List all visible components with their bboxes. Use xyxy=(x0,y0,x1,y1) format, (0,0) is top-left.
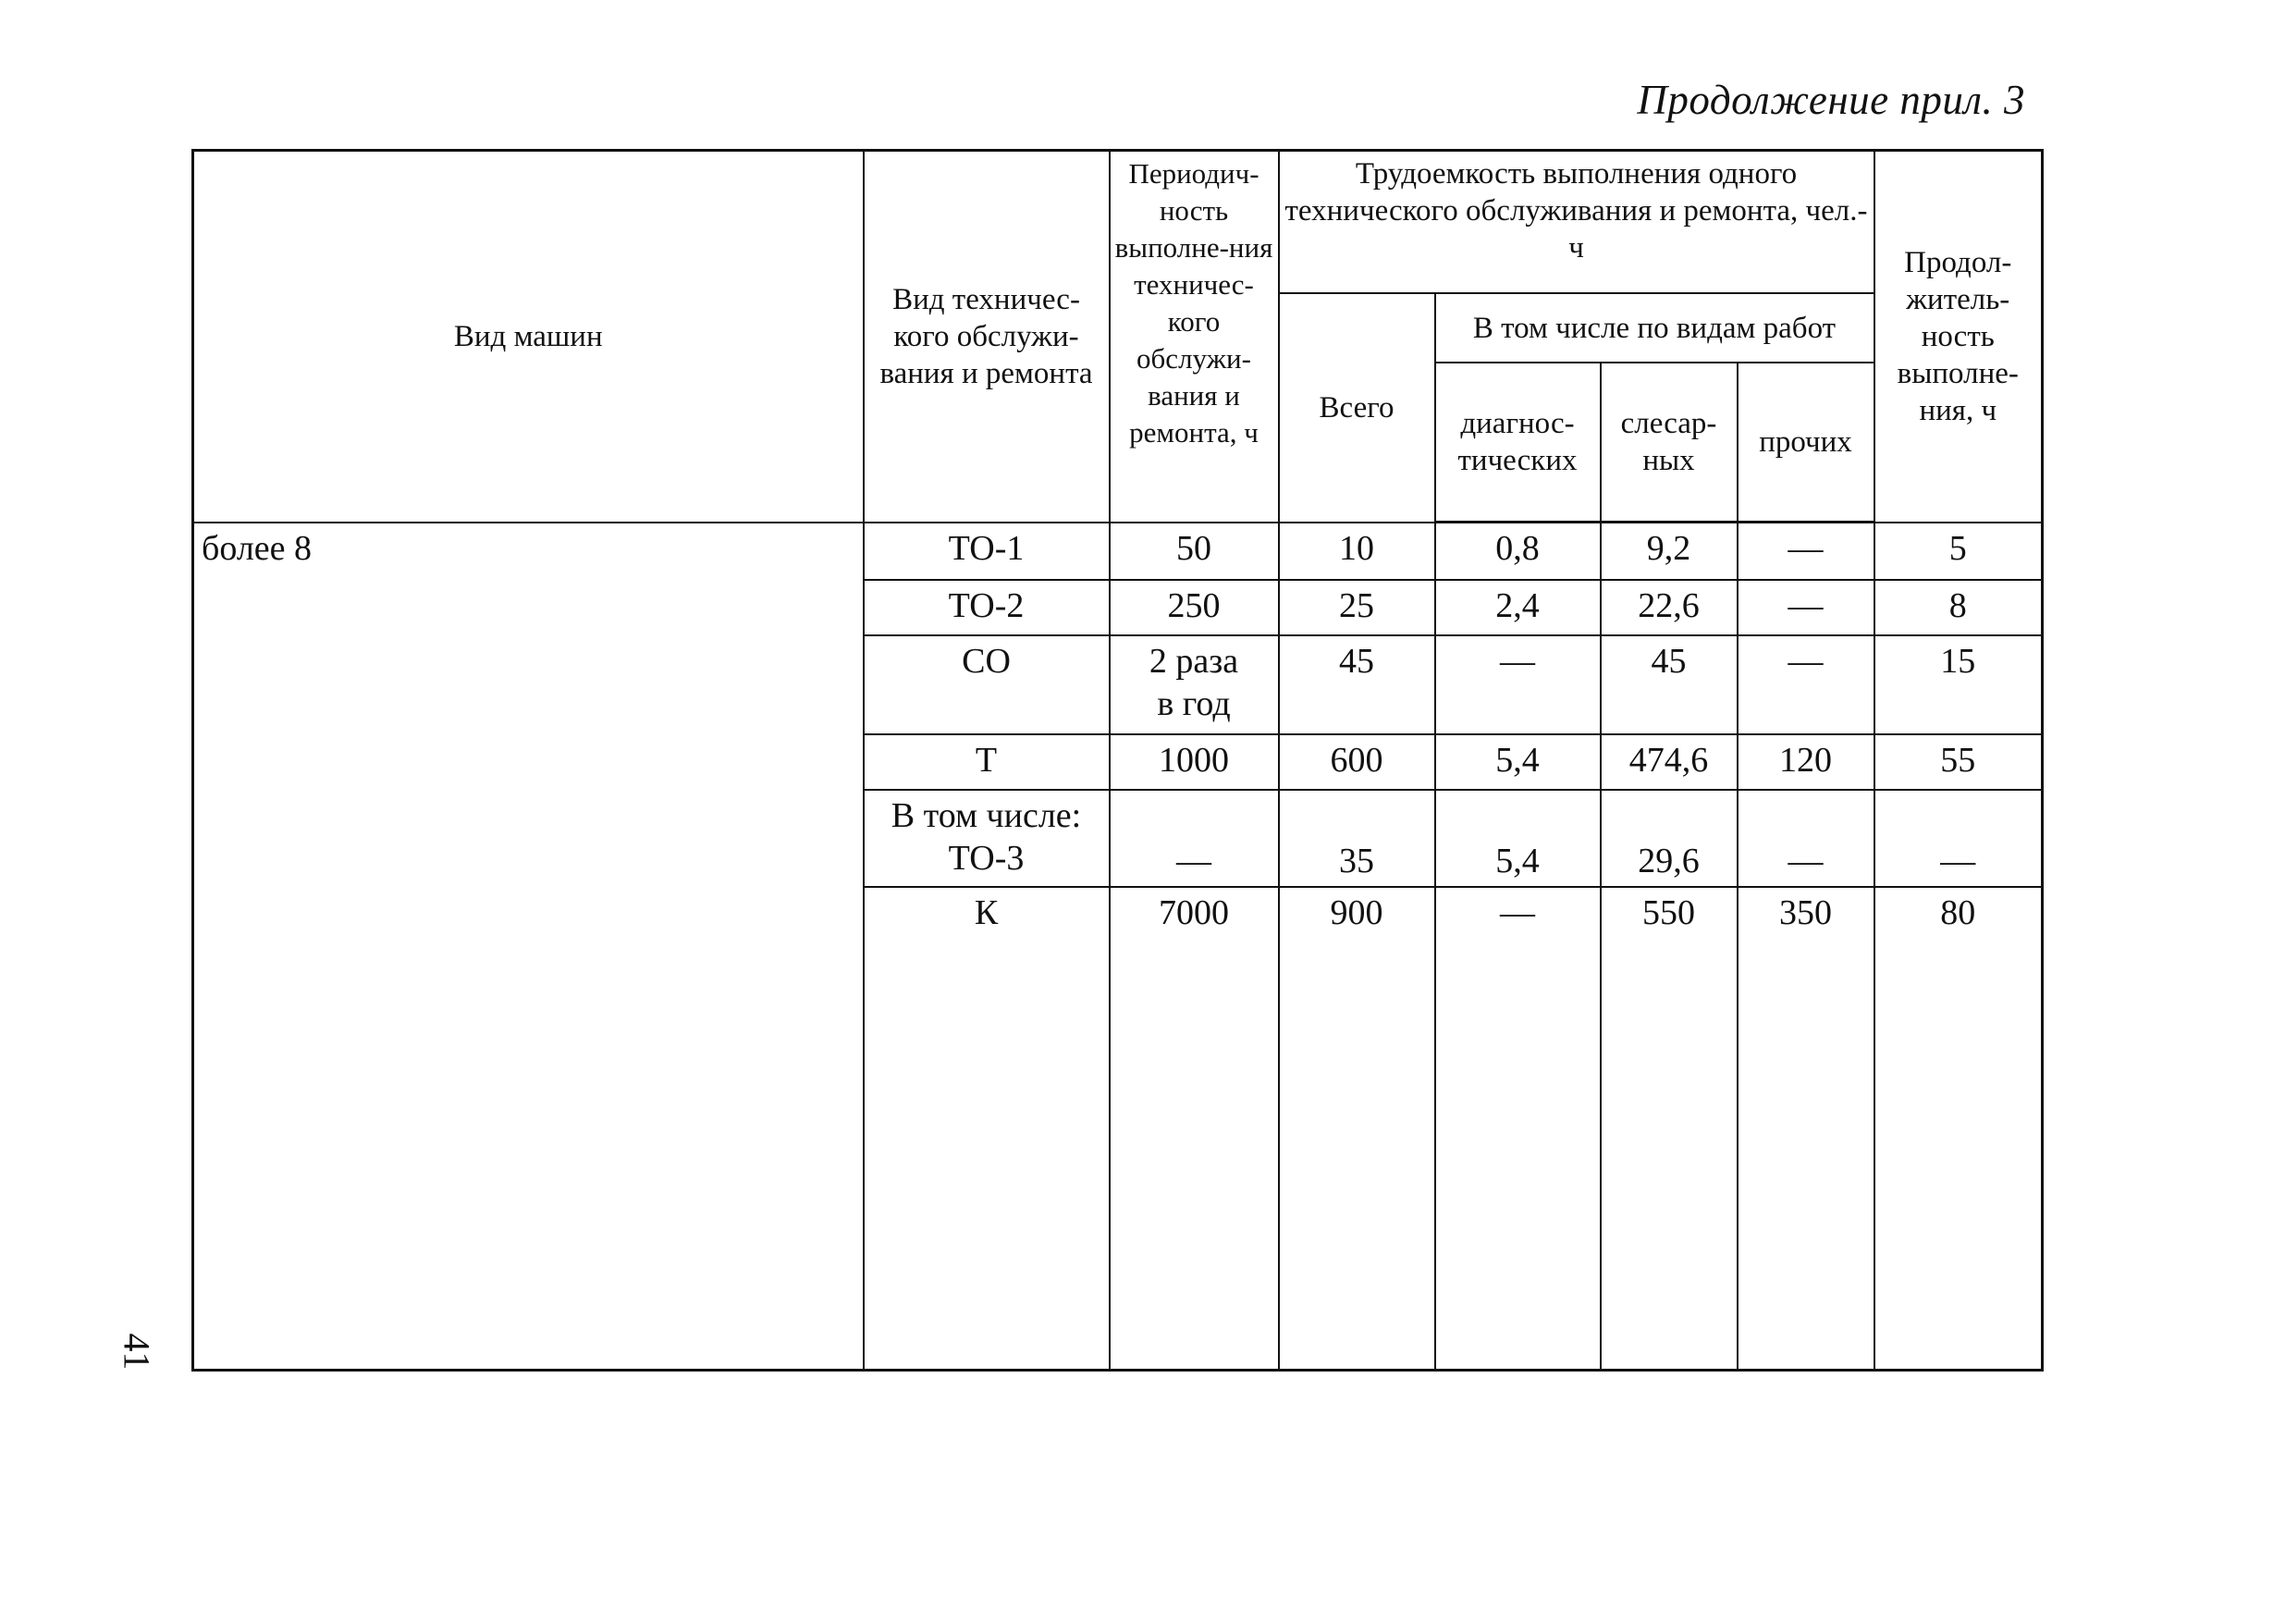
service-line-1: В том числе: xyxy=(891,796,1082,836)
locksmith-cell: 29,6 xyxy=(1601,790,1738,887)
empty-cell xyxy=(1110,944,1279,1371)
maintenance-norms-table xyxy=(191,149,2044,1372)
total-cell: 25 xyxy=(1279,580,1435,635)
header-diagnostic: диагнос-тических xyxy=(1435,363,1601,523)
diagnostic-cell: 2,4 xyxy=(1435,580,1601,635)
header-other: прочих xyxy=(1738,363,1874,523)
locksmith-cell: 9,2 xyxy=(1601,523,1738,580)
duration-cell: 5 xyxy=(1874,523,2043,580)
service-cell: К xyxy=(864,887,1110,944)
periodicity-cell: 50 xyxy=(1110,523,1279,580)
periodicity-cell: 1000 xyxy=(1110,734,1279,790)
table-row xyxy=(193,523,2043,580)
empty-cell xyxy=(1874,944,2043,1371)
diagnostic-cell: 5,4 xyxy=(1435,790,1601,887)
other-cell: — xyxy=(1738,790,1874,887)
other-cell: 350 xyxy=(1738,887,1874,944)
other-cell: — xyxy=(1738,635,1874,734)
locksmith-cell: 45 xyxy=(1601,635,1738,734)
header-locksmith: слесар-ных xyxy=(1601,363,1738,523)
continuation-label: Продолжение прил. 3 xyxy=(1637,77,2025,123)
duration-cell: 15 xyxy=(1874,635,2043,734)
other-cell: 120 xyxy=(1738,734,1874,790)
header-machine-type: Вид машин xyxy=(193,151,864,523)
total-cell: 600 xyxy=(1279,734,1435,790)
diagnostic-cell: — xyxy=(1435,635,1601,734)
service-cell: Т xyxy=(864,734,1110,790)
service-cell xyxy=(864,790,1110,887)
total-cell: 45 xyxy=(1279,635,1435,734)
total-cell: 900 xyxy=(1279,887,1435,944)
header-including-by-work-type: В том числе по видам работ xyxy=(1435,293,1874,362)
header-duration: Продол-житель-ность выполне-ния, ч xyxy=(1874,151,2043,523)
empty-cell xyxy=(1279,944,1435,1371)
header-labor-intensity: Трудоемкость выполнения одного технического обслуживания и ремонта, чел.-ч xyxy=(1279,151,1874,294)
duration-cell: 80 xyxy=(1874,887,2043,944)
empty-cell xyxy=(1738,944,1874,1371)
empty-cell xyxy=(1601,944,1738,1371)
total-cell: 35 xyxy=(1279,790,1435,887)
header-total: Всего xyxy=(1279,293,1435,522)
machine-group-cell: более 8 xyxy=(193,523,864,1371)
other-cell: — xyxy=(1738,580,1874,635)
diagnostic-cell: 0,8 xyxy=(1435,523,1601,580)
total-cell: 10 xyxy=(1279,523,1435,580)
service-line-2: ТО-3 xyxy=(948,839,1025,879)
locksmith-cell: 474,6 xyxy=(1601,734,1738,790)
periodicity-cell: 7000 xyxy=(1110,887,1279,944)
duration-cell: 8 xyxy=(1874,580,2043,635)
other-cell: — xyxy=(1738,523,1874,580)
header-periodicity: Периодич-ность выполне-ния техничес-кого обслужи-вания и ремонта, ч xyxy=(1110,151,1279,523)
periodicity-cell xyxy=(1110,635,1279,734)
empty-cell xyxy=(1435,944,1601,1371)
periodicity-line-1: 2 раза xyxy=(1149,642,1239,682)
periodicity-line-2: в год xyxy=(1157,684,1231,724)
periodicity-cell: — xyxy=(1110,790,1279,887)
service-cell: ТО-1 xyxy=(864,523,1110,580)
header-service-type: Вид техничес-кого обслужи-вания и ремонта xyxy=(864,151,1110,523)
service-cell: ТО-2 xyxy=(864,580,1110,635)
service-cell: СО xyxy=(864,635,1110,734)
locksmith-cell: 550 xyxy=(1601,887,1738,944)
page-number: 41 xyxy=(116,1333,158,1371)
duration-cell: — xyxy=(1874,790,2043,887)
locksmith-cell: 22,6 xyxy=(1601,580,1738,635)
header-row-1 xyxy=(193,151,2043,294)
diagnostic-cell: — xyxy=(1435,887,1601,944)
duration-cell: 55 xyxy=(1874,734,2043,790)
empty-cell xyxy=(864,944,1110,1371)
diagnostic-cell: 5,4 xyxy=(1435,734,1601,790)
periodicity-cell: 250 xyxy=(1110,580,1279,635)
